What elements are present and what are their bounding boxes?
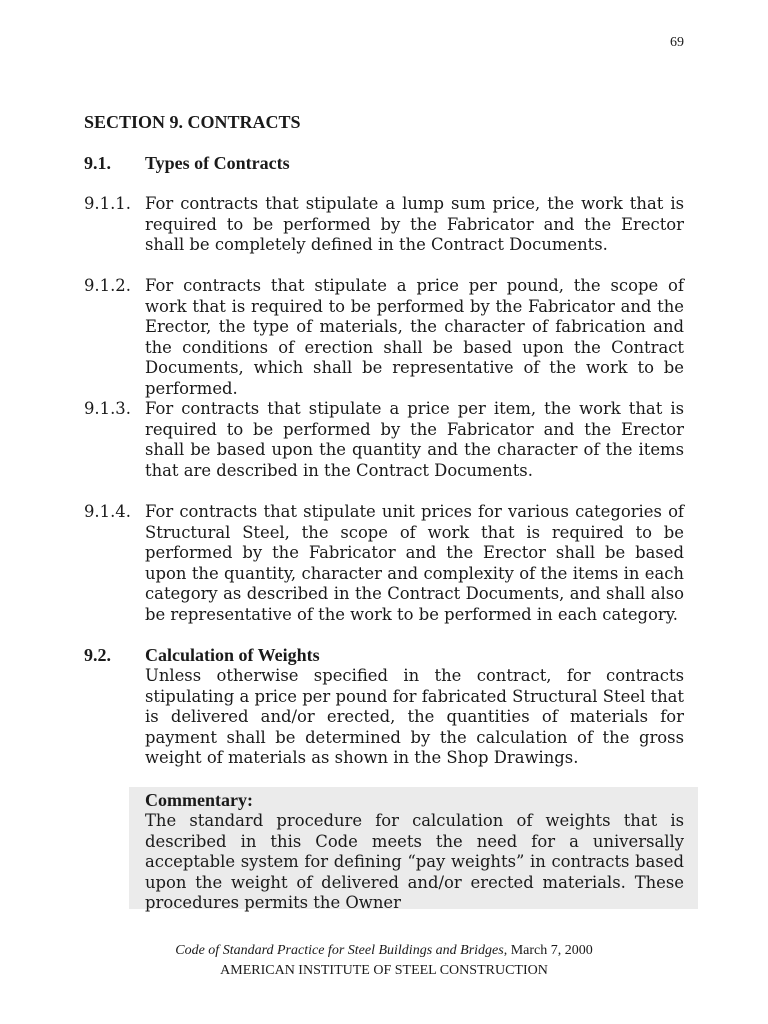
clause-text: For contracts that stipulate unit prices for various categories of Structural Steel, the scope of work that is required to be performed by the Fabricator and the Erector shall be based upon the quantity, character and complexity of the items in each category as described in the Contract Documents, and shall also be representative of the work to be performed in each category. [145, 502, 684, 624]
clause-9-1-1 [84, 194, 684, 256]
heading-9-1-number: 9.1. [84, 153, 111, 173]
footer-date: , March 7, 2000 [503, 943, 593, 958]
commentary-text: The standard procedure for calculation of weights that is described in this Code meets the need for a universally acceptable system for defining “pay weights” in contracts based upon the weight of delivered and/or erected materials. These procedures permits the Owner [145, 811, 684, 913]
clause-text: For contracts that stipulate a lump sum price, the work that is required to be performed by the Fabricator and the Erector shall be completely defined in the Contract Documents. [145, 194, 684, 255]
clause-text: For contracts that stipulate a price per item, the work that is required to be performed by the Fabricator and the Erector shall be based upon the quantity and the character of the items that are described in the Contract Documents. [145, 399, 684, 480]
clause-9-2-text: Unless otherwise specified in the contract, for contracts stipulating a price per pound for fabricated Structural Steel that is delivered and/or erected, the quantities of materials for payment shall be determined by the calculation of the gross weight of materials as shown in the Shop Drawings. [145, 666, 684, 768]
footer-doc-title: Code of Standard Practice for Steel Buildings and Bridges [175, 943, 504, 958]
clause-number: 9.1.3. [84, 399, 131, 418]
section-title: SECTION 9. CONTRACTS [84, 112, 301, 132]
footer-publisher: AMERICAN INSTITUTE OF STEEL CONSTRUCTION [220, 963, 548, 978]
commentary-box [129, 787, 698, 913]
clause-9-1-2 [84, 276, 684, 400]
commentary-title: Commentary: [145, 790, 253, 810]
heading-9-1 [84, 153, 290, 174]
clause-9-1-3 [84, 399, 684, 481]
heading-9-2 [84, 645, 320, 666]
clause-9-1-4 [84, 502, 684, 626]
clause-text: For contracts that stipulate a price per pound, the scope of work that is required to be performed by the Fabricator and the Erector, the type of materials, the character of fabrication and the conditions of erection shall be based upon the Contract Documents, which shall be representative of the work to be performed. [145, 276, 684, 398]
heading-9-2-number: 9.2. [84, 645, 111, 665]
clause-number: 9.1.4. [84, 502, 131, 521]
clause-number: 9.1.2. [84, 276, 131, 295]
footer-line-1 [0, 943, 768, 959]
page-number: 69 [670, 35, 684, 50]
heading-9-2-title: Calculation of Weights [145, 645, 320, 665]
heading-9-1-title: Types of Contracts [145, 153, 290, 173]
clause-number: 9.1.1. [84, 194, 131, 213]
